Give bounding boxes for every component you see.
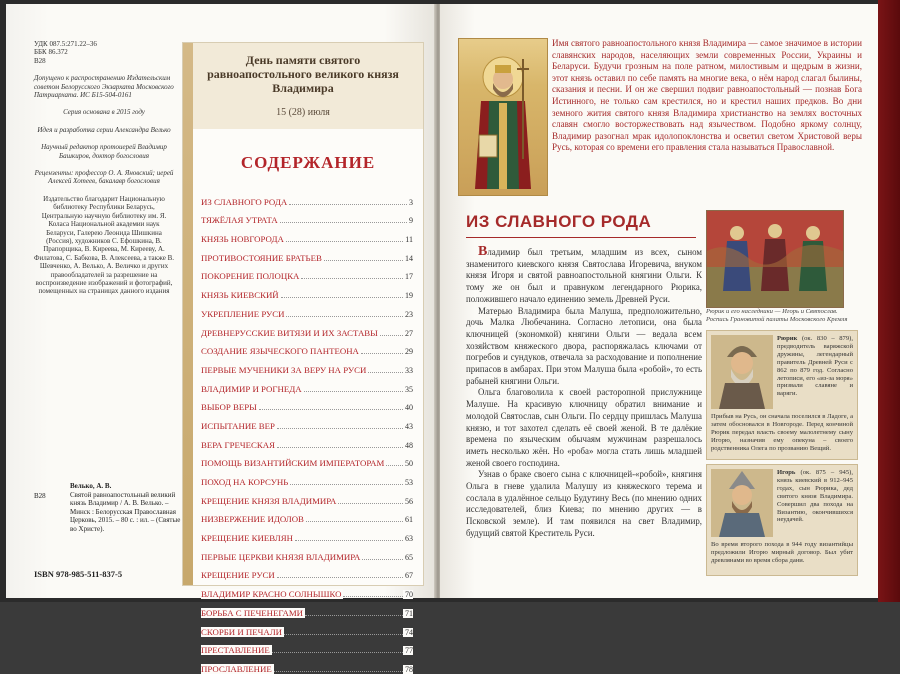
igor-name: Игорь [777, 469, 796, 476]
toc-leader-dots [338, 503, 403, 504]
toc-item-page: 33 [405, 365, 413, 375]
rurik-text [777, 335, 853, 398]
toc-item-title: ПРЕСТАВЛЕНИЕ [201, 645, 270, 656]
fresco-illustration [707, 211, 843, 307]
toc-item[interactable] [201, 225, 413, 244]
toc-item-page: 67 [405, 571, 413, 581]
toc-item[interactable] [201, 562, 413, 581]
toc-leader-dots [259, 409, 403, 410]
toc-item-title: ПОКОРЕНИЕ ПОЛОЦКА [201, 271, 300, 282]
approval-note: Допущено к распространению Издательским советом Белорусского Экзархата Московского Патриархата. ИС Б15-504-0161 [34, 74, 174, 100]
toc-heading: СОДЕРЖАНИЕ [240, 153, 376, 172]
toc-leader-dots [277, 447, 403, 448]
toc-panel [182, 42, 424, 674]
toc-item-page: 53 [405, 478, 413, 487]
reviewers-note: Рецензенты: профессор О. А. Яновский; иерей Алексей Хотеев, бакалавр богословия [34, 169, 174, 186]
toc-item-title: ВЫБОР ВЕРЫ [201, 402, 257, 413]
toc-item-title: ВЕРА ГРЕЧЕСКАЯ [201, 439, 275, 450]
toc-item[interactable] [201, 468, 413, 487]
toc-item-page: 19 [405, 291, 413, 301]
toc-item-page: 65 [405, 552, 413, 562]
catalog-card-code: В28 [34, 492, 46, 500]
toc-item-page: 78 [405, 664, 413, 674]
rurik-years: (ок. 830 – 879), [801, 335, 853, 342]
bbk-code: ББК 86.372 [34, 48, 68, 57]
body-paragraph-3: Ольга благоволила к своей расторопной прислужнице Малуше. На красивую ключницу обратил внимание и молодой Святослав, сын Ольги. По сердцу пришлась Малуша князю, и тот захотел сделать её своей женой. В те далёкие времена по языческим обычаям мужчинам разрешалось иметь несколько жён. Но «роба» могла стать лишь младшей женой своего господина. [466, 387, 702, 468]
toc-item[interactable] [201, 281, 413, 300]
toc-leader-dots [274, 671, 403, 672]
dropcap: В [478, 244, 488, 259]
body-paragraph-2: Матерью Владимира была Малуша, предположительно, дочь Малка Любечанина. Согласно летописи, она была ключницей (экономкой) княгини Ольги — ведала всем хозяйством княжеского двора, распоряжалась ключами от погребов и сундуков, отвечала за расходование и пополнение припасов в амбарах. При этом Малуша была «робой», то есть рабыней княгини Ольги. [466, 305, 702, 386]
rurik-name: Рюрик [777, 335, 798, 342]
catalog-text: Святой равноапостольный великий князь Владимир / А. В. Велько. – Минск : Белорусская Православная Церковь, 2015. – 80 с. : ил. – (Святые во Христе). [70, 490, 181, 533]
toc-item-title: ПРОСЛАВЛЕНИЕ [201, 663, 272, 674]
toc-item-title: ПОМОЩЬ ВИЗАНТИЙСКИМ ИМПЕРАТОРАМ [201, 458, 385, 469]
igor-more-text: Во время второго похода в 944 году византийцы предложили Игорю мирный договор. Был убит древлянами во время сбора дани. [711, 541, 853, 564]
toc-item-page: 70 [405, 590, 413, 600]
toc-item-page: 9 [409, 216, 413, 226]
toc-item-title: ПЕРВЫЕ ЦЕРКВИ КНЯЗЯ ВЛАДИМИРА [201, 551, 361, 562]
toc-item-page: 71 [405, 608, 413, 618]
toc-leader-dots [304, 391, 403, 392]
toc-leader-dots [281, 297, 403, 298]
icon-illustration [459, 39, 547, 195]
toc-leader-dots [368, 372, 403, 373]
toc-item-page: 27 [405, 328, 413, 338]
rurik-portrait-image [711, 335, 773, 409]
toc-item[interactable] [201, 450, 413, 469]
feast-title: День памяти святого равноапостольного великого князя Владимира [207, 53, 399, 95]
toc-item[interactable] [201, 618, 413, 637]
toc-item[interactable] [201, 356, 413, 375]
igor-portrait-image [711, 469, 773, 537]
toc-item-title: СОЗДАНИЕ ЯЗЫЧЕСКОГО ПАНТЕОНА [201, 346, 359, 357]
toc-leader-dots [380, 335, 403, 336]
fresco-painting-image [706, 210, 844, 308]
catalog-code: В28 [34, 56, 46, 65]
toc-item-page: 14 [405, 253, 413, 263]
section-title: ИЗ СЛАВНОГО РОДА [466, 212, 652, 231]
toc-item-page: 17 [405, 272, 413, 282]
toc-item-page: 40 [405, 403, 413, 413]
body-paragraph-4: Узнав о браке своего сына с ключницей-«робой», княгиня Ольга в гневе удалила Малушу из княжеского терема и сослала в удалённое сельцо Будутину Весь (по мнению одних исследователей, близ Киева; по мнению других — в Псковской земле). И там появился на свет Владимир, будущий святой Креститель Руси. [466, 469, 702, 538]
toc-item-title: БОРЬБА С ПЕЧЕНЕГАМИ [201, 607, 304, 618]
igor-info-box [706, 464, 858, 576]
thanks-note: Издательство благодарит Национальную библиотеку Республики Беларусь, Центральную научную библиотеку им. Я. Коласа Национальной академии наук Беларуси, Галерею Леонида Шишкина (Россия), художников С. Ефошкина, В. Прапорщика, В. Киреева, М. Кирееву, А. Филатова, С. Бабкова, В. Алексеева, а также В. Шевченко, А. Велько, А. Величко и других правообладателей за разрешение на воспроизведение изображений и фотографий, помещенных на страницах данного издания [34, 194, 175, 296]
toc-item-title: ВЛАДИМИР КРАСНО СОЛНЫШКО [201, 589, 342, 600]
isbn: ISBN 978-985-511-837-5 [34, 569, 123, 579]
toc-item-page: 74 [405, 627, 413, 637]
toc-leader-dots [286, 316, 403, 317]
toc-item[interactable] [201, 375, 413, 394]
toc-item[interactable] [201, 394, 413, 413]
toc-item-page: 48 [405, 440, 413, 450]
left-page [6, 4, 436, 674]
rurik-portrait-illustration [711, 335, 773, 409]
toc-leader-dots [289, 204, 407, 205]
toc-leader-dots [306, 521, 403, 522]
feast-date: 15 (28) июля [276, 107, 330, 118]
toc-item[interactable] [201, 580, 413, 599]
igor-description: князь киевский в 912–945 годах, сын Рюрика, дед святого князя Владимира. Совершил два похода на Византию, окончившихся неудачей. [777, 476, 853, 524]
toc-leader-dots [277, 577, 403, 578]
toc-leader-dots [286, 241, 403, 242]
toc-item-title: ПРОТИВОСТОЯНИЕ БРАТЬЕВ [201, 252, 322, 263]
series-note: Серия основана в 2015 году [63, 108, 145, 117]
toc-list [201, 188, 413, 674]
right-page [440, 4, 878, 598]
toc-item[interactable] [201, 524, 413, 543]
toc-item-title: ВЛАДИМИР И РОГНЕДА [201, 383, 302, 394]
saint-vladimir-icon-image [458, 38, 548, 196]
toc-item-title: ПОХОД НА КОРСУНЬ [201, 477, 289, 487]
catalog-author: Велько, А. В. [70, 482, 112, 490]
body-text [466, 246, 702, 540]
toc-leader-dots [272, 652, 403, 653]
toc-item-title: ПЕРВЫЕ МУЧЕНИКИ ЗА ВЕРУ НА РУСИ [201, 364, 367, 375]
body-paragraph-1: Владимир был третьим, младшим из всех, сыном знаменитого киевского князя Святослава Игоревича, внуком князя Игоря и святой равноапостольной княгини Ольги. К тому же он был и правнуком легендарного Рюрика, положившего начало единению земель Древней Руси. [466, 244, 702, 304]
catalog-card [34, 482, 184, 534]
toc-item[interactable] [201, 263, 413, 282]
toc-item-page: 56 [405, 496, 413, 506]
toc-leader-dots [386, 465, 403, 466]
toc-item-title: КНЯЗЬ НОВГОРОДА [201, 234, 284, 245]
toc-item[interactable] [201, 599, 413, 618]
udk-code: УДК 087.5:271.22–36 [34, 40, 97, 48]
toc-item[interactable] [201, 319, 413, 338]
book-cover-edge [878, 0, 900, 602]
toc-leader-dots [305, 615, 403, 616]
toc-item-title: КРЕЩЕНИЕ КИЕВЛЯН [201, 533, 293, 544]
toc-item[interactable] [201, 244, 413, 263]
toc-leader-dots [284, 634, 403, 635]
section-divider [466, 237, 696, 238]
igor-text [777, 469, 853, 524]
toc-item[interactable] [201, 637, 413, 656]
toc-item-title: ТЯЖЁЛАЯ УТРАТА [201, 215, 278, 226]
toc-item-title: СКОРБИ И ПЕЧАЛИ [201, 626, 283, 637]
rurik-more-text: Прибыв на Русь, он сначала поселился в Ладоге, а затем обосновался в Новгороде. Перед кончиной Рюрик передал власть своему малолетнему сыну Игорю, назначив ему опекуна – своего родственника Олега по прозванию Вещий. [711, 413, 853, 452]
toc-item[interactable] [201, 655, 413, 674]
toc-leader-dots [277, 428, 403, 429]
toc-item-title: ИСПЫТАНИЕ ВЕР [201, 420, 275, 431]
toc-item-title: УКРЕПЛЕНИЕ РУСИ [201, 308, 285, 319]
toc-item[interactable] [201, 300, 413, 319]
toc-item-page: 43 [405, 421, 413, 431]
intro-paragraph: Имя святого равноапостольного князя Владимира — самое значимое в истории славянских народов, населяющих земли современных России, Украины и Беларуси. Будучи грозным на поле ратном, милостивым и щедрым в жизни, этот князь оставил по себе память на многие века, о нём народ слагал былины, сказания и песни. И он же свершил подвиг равноапостольный — познав Бога Истинного, не только сам крестился, но и крестил наших предков. Во дни земного жития святого князя Владимира христианство на землях восточных славян смогло восторжествовать над язычеством. Подобно яркому солнцу, Владимир разогнал мрак идолопоклонства и осветил светом Христовой веры Русь, которая со времени его правления стала называться Православной. [552, 38, 862, 153]
rurik-info-box [706, 330, 858, 460]
toc-leader-dots [280, 222, 407, 223]
toc-item-page: 11 [405, 235, 413, 245]
toc-item[interactable] [201, 543, 413, 562]
toc-item-page: 50 [405, 459, 413, 469]
toc-item-page: 29 [405, 347, 413, 357]
toc-item-page: 61 [405, 515, 413, 525]
toc-item-title: ДРЕВНЕРУССКИЕ ВИТЯЗИ И ИХ ЗАСТАВЫ [201, 327, 378, 338]
toc-item[interactable] [201, 487, 413, 506]
toc-item-title: КРЕЩЕНИЕ РУСИ [201, 570, 275, 581]
toc-leader-dots [343, 596, 403, 597]
toc-item-page: 77 [405, 646, 413, 656]
igor-portrait-illustration [711, 469, 773, 537]
editor-note: Научный редактор протоиерей Владимир Башкиров, доктор богословия [41, 143, 167, 160]
toc-item[interactable] [201, 188, 413, 207]
toc-item-title: КНЯЗЬ КИЕВСКИЙ [201, 290, 279, 301]
toc-item-title: НИЗВЕРЖЕНИЕ ИДОЛОВ [201, 514, 304, 525]
toc-leader-dots [295, 540, 403, 541]
toc-leader-dots [361, 353, 403, 354]
toc-leader-dots [301, 278, 403, 279]
toc-item[interactable] [201, 338, 413, 357]
toc-item[interactable] [201, 207, 413, 226]
decorative-band [183, 43, 193, 585]
toc-item-title: ИЗ СЛАВНОГО РОДА [201, 196, 288, 207]
imprint-block [34, 40, 174, 305]
toc-item-page: 35 [405, 384, 413, 394]
toc-item-title: КРЕЩЕНИЕ КНЯЗЯ ВЛАДИМИРА [201, 495, 337, 506]
toc-item-page: 23 [405, 309, 413, 319]
toc-item-page: 63 [405, 534, 413, 544]
toc-leader-dots [362, 559, 403, 560]
toc-item[interactable] [201, 412, 413, 431]
rurik-description: предводитель варяжской дружины, легендарный правитель Древней Руси с 862 по 879 год. Согласно летописи, его «из-за моря» призвали славяне и варяги. [777, 342, 853, 398]
toc-item[interactable] [201, 431, 413, 450]
toc-item-page: 3 [409, 197, 413, 207]
igor-years: (ок. 875 – 945), [800, 469, 853, 476]
toc-item[interactable] [201, 506, 413, 525]
toc-leader-dots [290, 484, 403, 485]
toc-leader-dots [324, 260, 403, 261]
idea-note: Идея и разработка серии Александра Велько [37, 125, 171, 134]
painting-caption: Рюрик и его наследники — Игорь и Святослав. Роспись Грановитой палаты Московского Кремля [706, 308, 848, 323]
